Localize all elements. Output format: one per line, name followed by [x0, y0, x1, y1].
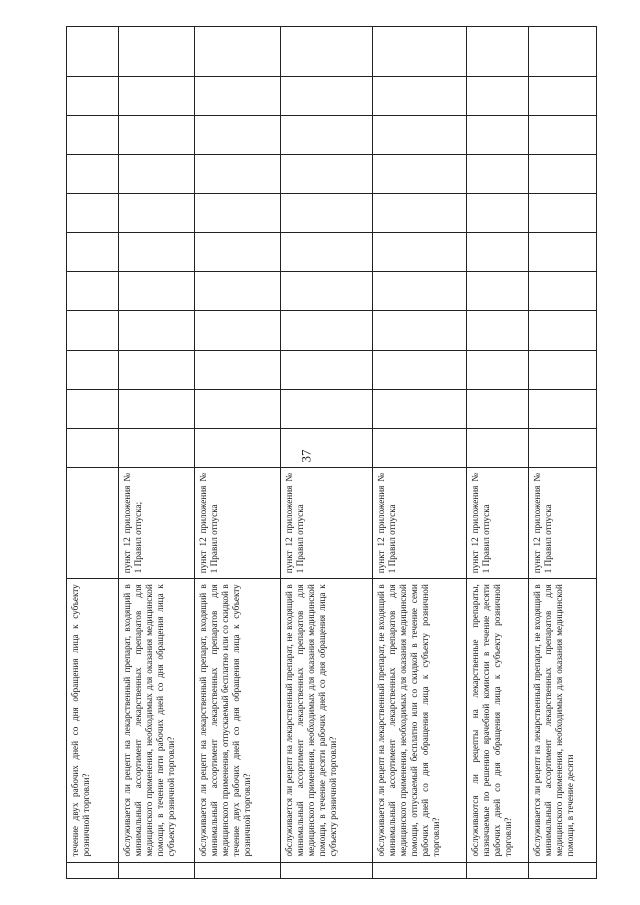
row-number-cell — [373, 862, 467, 878]
reference-cell: пункт 12 приложения № 1 Правил отпуска — [467, 467, 529, 578]
answer-cell — [195, 428, 281, 467]
answer-cell — [373, 193, 467, 232]
row-number-cell — [67, 862, 119, 878]
question-cell: обслуживаются ли рецепты на лекарственные препараты, назначаемые по решению врачебной комиссии в течение десяти рабочих дней со дня обращения лица к субъекту розничной торговли? — [467, 579, 529, 862]
answer-cell — [281, 233, 373, 272]
answer-cell — [119, 428, 195, 467]
table-row — [195, 27, 281, 879]
table-row — [373, 27, 467, 879]
answer-cell — [281, 115, 373, 154]
question-cell: течение двух рабочих дней со дня обращения лица к субъекту розничной торговли? — [67, 579, 119, 862]
answer-cell — [467, 115, 529, 154]
answer-cell — [119, 154, 195, 193]
question-cell: обслуживается ли рецепт на лекарственный препарат, входящий в минимальный ассортимент лекарственных препаратов для медицинского применения, необходимых для оказания медицинской помощи, в течение пяти рабочих дней со дня обращения лица к субъекту розничной торговли? — [119, 579, 195, 862]
answer-cell — [119, 389, 195, 428]
answer-cell — [467, 311, 529, 350]
answer-cell — [373, 76, 467, 115]
answer-cell — [373, 233, 467, 272]
note-cell — [195, 27, 281, 77]
answer-cell — [119, 350, 195, 389]
answer-cell — [195, 233, 281, 272]
answer-cell — [67, 389, 119, 428]
answer-cell — [195, 311, 281, 350]
answer-cell — [373, 272, 467, 311]
note-cell — [373, 27, 467, 77]
answer-cell — [67, 233, 119, 272]
checklist-table — [66, 26, 597, 879]
reference-cell: пункт 12 приложения № 1 Правил отпуска — [281, 467, 373, 578]
page-number: 37 — [298, 449, 314, 463]
question-cell: обслуживается ли рецепт на лекарственный препарат, не входящий в минимальный ассортимент лекарственных препаратов для медицинского применения, необходимых для оказания медицинской помощи, в течение десяти рабочих дней со дня обращения лица к субъекту розничной торговли? — [281, 579, 373, 862]
answer-cell — [195, 154, 281, 193]
row-number-cell — [281, 862, 373, 878]
answer-cell — [529, 193, 597, 232]
table-row — [119, 27, 195, 879]
answer-cell — [529, 389, 597, 428]
answer-cell — [67, 193, 119, 232]
answer-cell — [467, 154, 529, 193]
checklist-table-rotated — [66, 26, 596, 879]
answer-cell — [67, 154, 119, 193]
answer-cell — [281, 272, 373, 311]
answer-cell — [529, 233, 597, 272]
note-cell — [467, 27, 529, 77]
answer-cell — [195, 272, 281, 311]
row-number-cell — [467, 862, 529, 878]
answer-cell — [373, 350, 467, 389]
note-cell — [529, 27, 597, 77]
answer-cell — [373, 311, 467, 350]
answer-cell — [67, 311, 119, 350]
reference-cell: пункт 12 приложения № 1 Правил отпуска — [373, 467, 467, 578]
checklist-table-wrapper — [66, 26, 596, 879]
answer-cell — [119, 233, 195, 272]
answer-cell — [373, 428, 467, 467]
question-cell: обслуживается ли рецепт на лекарственный препарат, входящий в минимальный ассортимент лекарственных препаратов для медицинского применения, отпускаемый бесплатно или со скидкой в течение двух рабочих дней со дня обращения лица к субъекту розничной торговли? — [195, 579, 281, 862]
answer-cell — [529, 350, 597, 389]
answer-cell — [373, 389, 467, 428]
answer-cell — [119, 115, 195, 154]
note-cell — [281, 27, 373, 77]
answer-cell — [467, 272, 529, 311]
answer-cell — [281, 154, 373, 193]
answer-cell — [467, 428, 529, 467]
answer-cell — [529, 428, 597, 467]
answer-cell — [467, 389, 529, 428]
table-row — [529, 27, 597, 879]
answer-cell — [467, 233, 529, 272]
answer-cell — [119, 311, 195, 350]
reference-cell: пункт 12 приложения № 1 Правил отпуска; — [119, 467, 195, 578]
answer-cell — [195, 76, 281, 115]
answer-cell — [281, 389, 373, 428]
answer-cell — [281, 76, 373, 115]
row-number-cell — [529, 862, 597, 878]
answer-cell — [373, 115, 467, 154]
answer-cell — [119, 193, 195, 232]
answer-cell — [529, 272, 597, 311]
table-row — [281, 27, 373, 879]
note-cell — [119, 27, 195, 77]
answer-cell — [467, 350, 529, 389]
answer-cell — [67, 428, 119, 467]
table-row — [67, 27, 119, 879]
answer-cell — [529, 154, 597, 193]
answer-cell — [195, 350, 281, 389]
table-row — [467, 27, 529, 879]
row-number-cell — [195, 862, 281, 878]
answer-cell — [281, 193, 373, 232]
answer-cell — [195, 389, 281, 428]
answer-cell — [373, 154, 467, 193]
answer-cell — [281, 311, 373, 350]
answer-cell — [529, 76, 597, 115]
reference-cell: пункт 12 приложения № 1 Правил отпуска — [195, 467, 281, 578]
question-cell: обслуживается ли рецепт на лекарственный препарат, не входящий в минимальный ассортимент лекарственных препаратов для медицинского применения, необходимых для оказания медицинской помощи, отпускаемый бесплатно или со скидкой в течение семи рабочих дней со дня обращения лица к субъекту розничной торговли? — [373, 579, 467, 862]
question-cell: обслуживается ли рецепт на лекарственный препарат, не входящий в минимальный ассортимент лекарственных препаратов для медицинского применения, необходимых для оказания медицинской помощи, в течение десяти — [529, 579, 597, 862]
answer-cell — [67, 115, 119, 154]
answer-cell — [529, 311, 597, 350]
answer-cell — [467, 76, 529, 115]
answer-cell — [119, 272, 195, 311]
answer-cell — [195, 115, 281, 154]
answer-cell — [281, 428, 373, 467]
answer-cell — [467, 193, 529, 232]
reference-cell: пункт 12 приложения № 1 Правил отпуска — [529, 467, 597, 578]
answer-cell — [67, 76, 119, 115]
answer-cell — [67, 350, 119, 389]
answer-cell — [67, 272, 119, 311]
answer-cell — [281, 350, 373, 389]
reference-cell — [67, 467, 119, 578]
row-number-cell — [119, 862, 195, 878]
answer-cell — [195, 193, 281, 232]
note-cell — [67, 27, 119, 77]
answer-cell — [119, 76, 195, 115]
answer-cell — [529, 115, 597, 154]
